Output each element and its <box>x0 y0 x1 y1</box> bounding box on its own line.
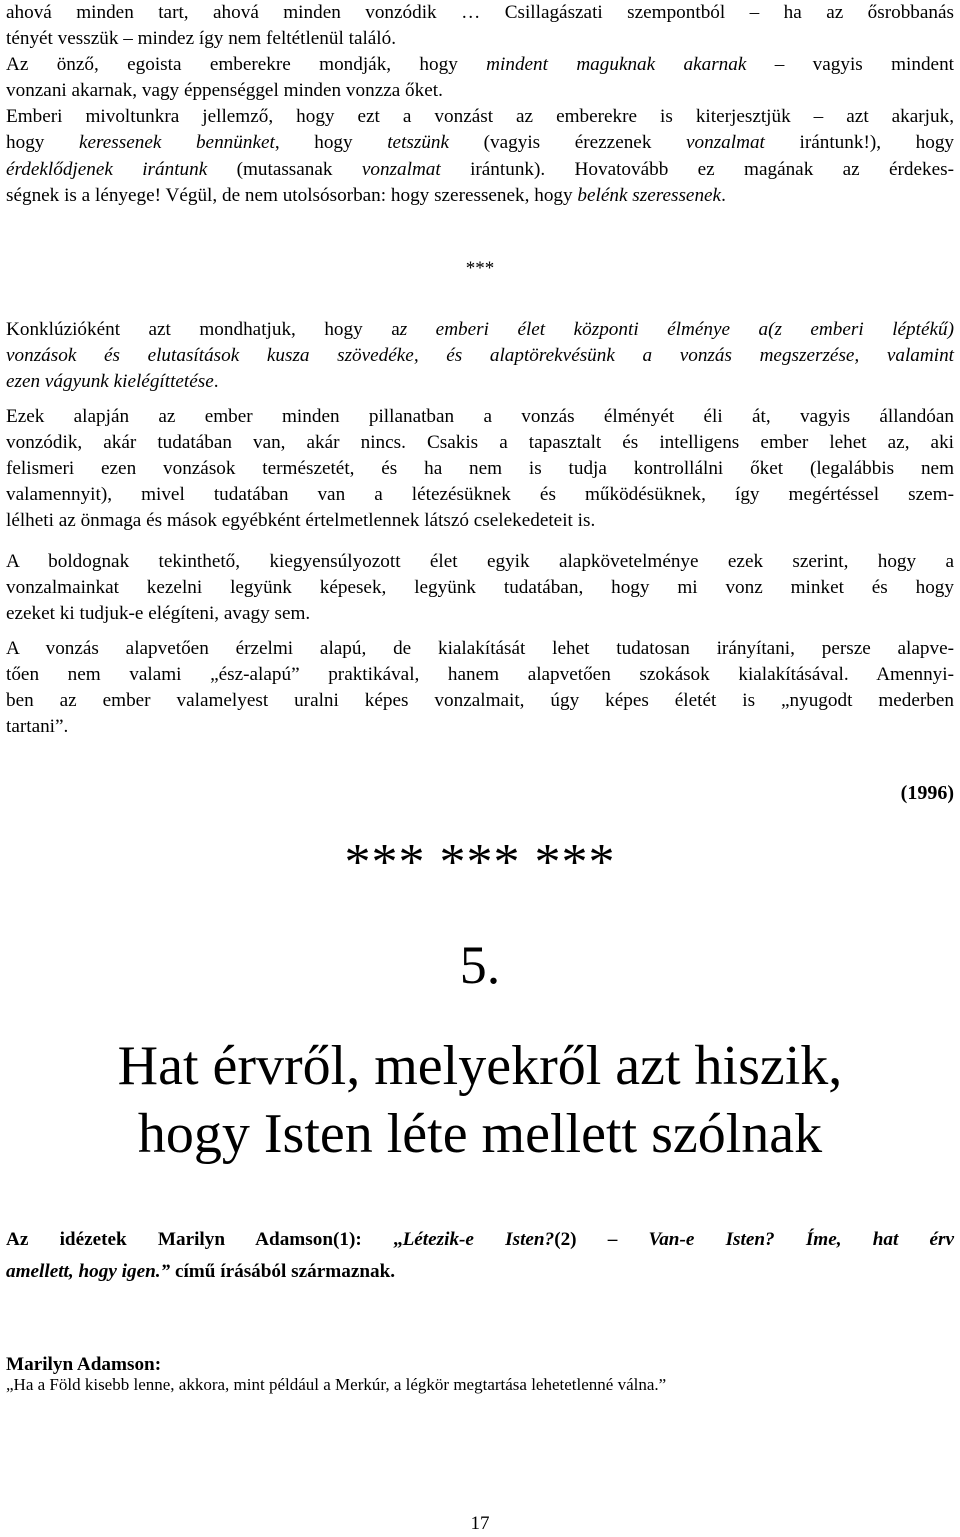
paragraph-attraction-experience <box>6 404 954 534</box>
chapter-number: 5. <box>459 935 501 995</box>
paragraph-balanced-life <box>6 549 954 627</box>
chapter-separator: *** *** *** <box>344 834 616 891</box>
text-line: vonzódik, akár tudatában van, akár nincs. Csakis a tapasztalt és intelligens ember lehet az, aki <box>6 432 954 454</box>
text-line: tően nem valami „ész-alapú” praktikával, hanem alapvetően szokások kialakításával. Amennyi- <box>6 664 954 686</box>
text-line: ezen vágyunk kielégíttetése. <box>6 371 219 393</box>
text-line: Az idézetek Marilyn Adamson(1): „Létezik-e Isten?(2) – Van-e Isten? Íme, hat érv <box>6 1229 955 1250</box>
paragraph-conclusion <box>6 317 954 395</box>
text-line: vonzani akarnak, vagy éppenséggel minden vonzza őket. <box>6 80 443 102</box>
text-line: A boldognak tekinthető, kiegyensúlyozott élet egyik alapkövetelménye ezek szerint, hogy a <box>6 551 954 572</box>
text-line: ségnek is a lényege! Végül, de nem utolsósorban: hogy szeressenek, hogy belénk szeressenek. <box>6 184 726 206</box>
chapter-title-line: Hat érvről, melyekről azt hiszik, <box>117 1035 843 1097</box>
text-line: vonzalmainkat kezelni legyünk képesek, legyünk tudatában, hogy mi vonz minket és hogy <box>6 577 954 599</box>
chapter-title-line: hogy Isten léte mellett szólnak <box>137 1103 823 1165</box>
text-line: amellett, hogy igen.” című írásából származnak. <box>6 1261 396 1282</box>
quote-text: „Ha a Föld kisebb lenne, akkora, mint például a Merkúr, a légkör megtartása lehetetlenné válna.” <box>6 1375 667 1394</box>
text-line: tartani”. <box>6 716 69 738</box>
text-line: Ezek alapján az ember minden pillanatban a vonzás élményét éli át, vagyis állandóan <box>6 406 954 427</box>
text-line: Emberi mivoltunkra jellemző, hogy ezt a vonzást az emberekre is kiterjesztjük – azt akarjuk, <box>6 106 954 128</box>
author-label: Marilyn Adamson: <box>6 1354 162 1375</box>
text-line: A vonzás alapvetően érzelmi alapú, de kialakítását lehet tudatosan irányítani, persze alapve- <box>6 638 954 659</box>
year-label: (1996) <box>900 782 954 804</box>
text-line: vonzások és elutasítások kusza szövedéke, és alaptörekvésünk a vonzás megszerzése, valamint <box>6 345 954 367</box>
chapter-title <box>6 1032 954 1168</box>
text-line: valamennyit), mivel tudatában van a létezésüknek és működésüknek, így megértéssel szem- <box>6 484 954 506</box>
text-line: lélheti az önmaga és mások egyébként értelmetlennek látszó cselekedeteit is. <box>6 510 596 532</box>
paragraph-emotional-basis <box>6 636 954 740</box>
text-line: tényét vesszük – mindez így nem feltétlenül találó. <box>6 28 397 50</box>
text-line: felismeri ezen vonzások természetét, és ha nem is tudja kontrollálni őket (legalábbis nem <box>6 458 954 480</box>
source-note <box>6 1224 954 1288</box>
text-line: ben az ember valamelyest uralni képes vonzalmait, úgy képes életét is „nyugodt mederben <box>6 690 954 712</box>
text-line: érdeklődjenek irántunk (mutassanak vonzalmat irántunk). Hovatovább ez magának az érdekes- <box>6 158 954 180</box>
text-line: hogy keressenek bennünket, hogy tetszünk (vagyis érezzenek vonzalmat irántunk!), hogy <box>6 132 955 154</box>
section-separator: *** <box>465 258 495 279</box>
page-number: 17 <box>470 1513 490 1534</box>
text-line: Az önző, egoista emberekre mondják, hogy mindent maguknak akarnak – vagyis mindent <box>6 54 954 76</box>
text-line: ahová minden tart, ahová minden vonzódik … Csillagászati szempontból – ha az ősrobbanás <box>6 2 954 23</box>
text-line: ezeket ki tudjuk-e elégíteni, avagy sem. <box>6 603 311 625</box>
paragraph-attraction-intro <box>6 0 954 209</box>
text-line: Konklúzióként azt mondhatjuk, hogy az emberi élet központi élménye a(z emberi léptékű) <box>6 319 954 340</box>
